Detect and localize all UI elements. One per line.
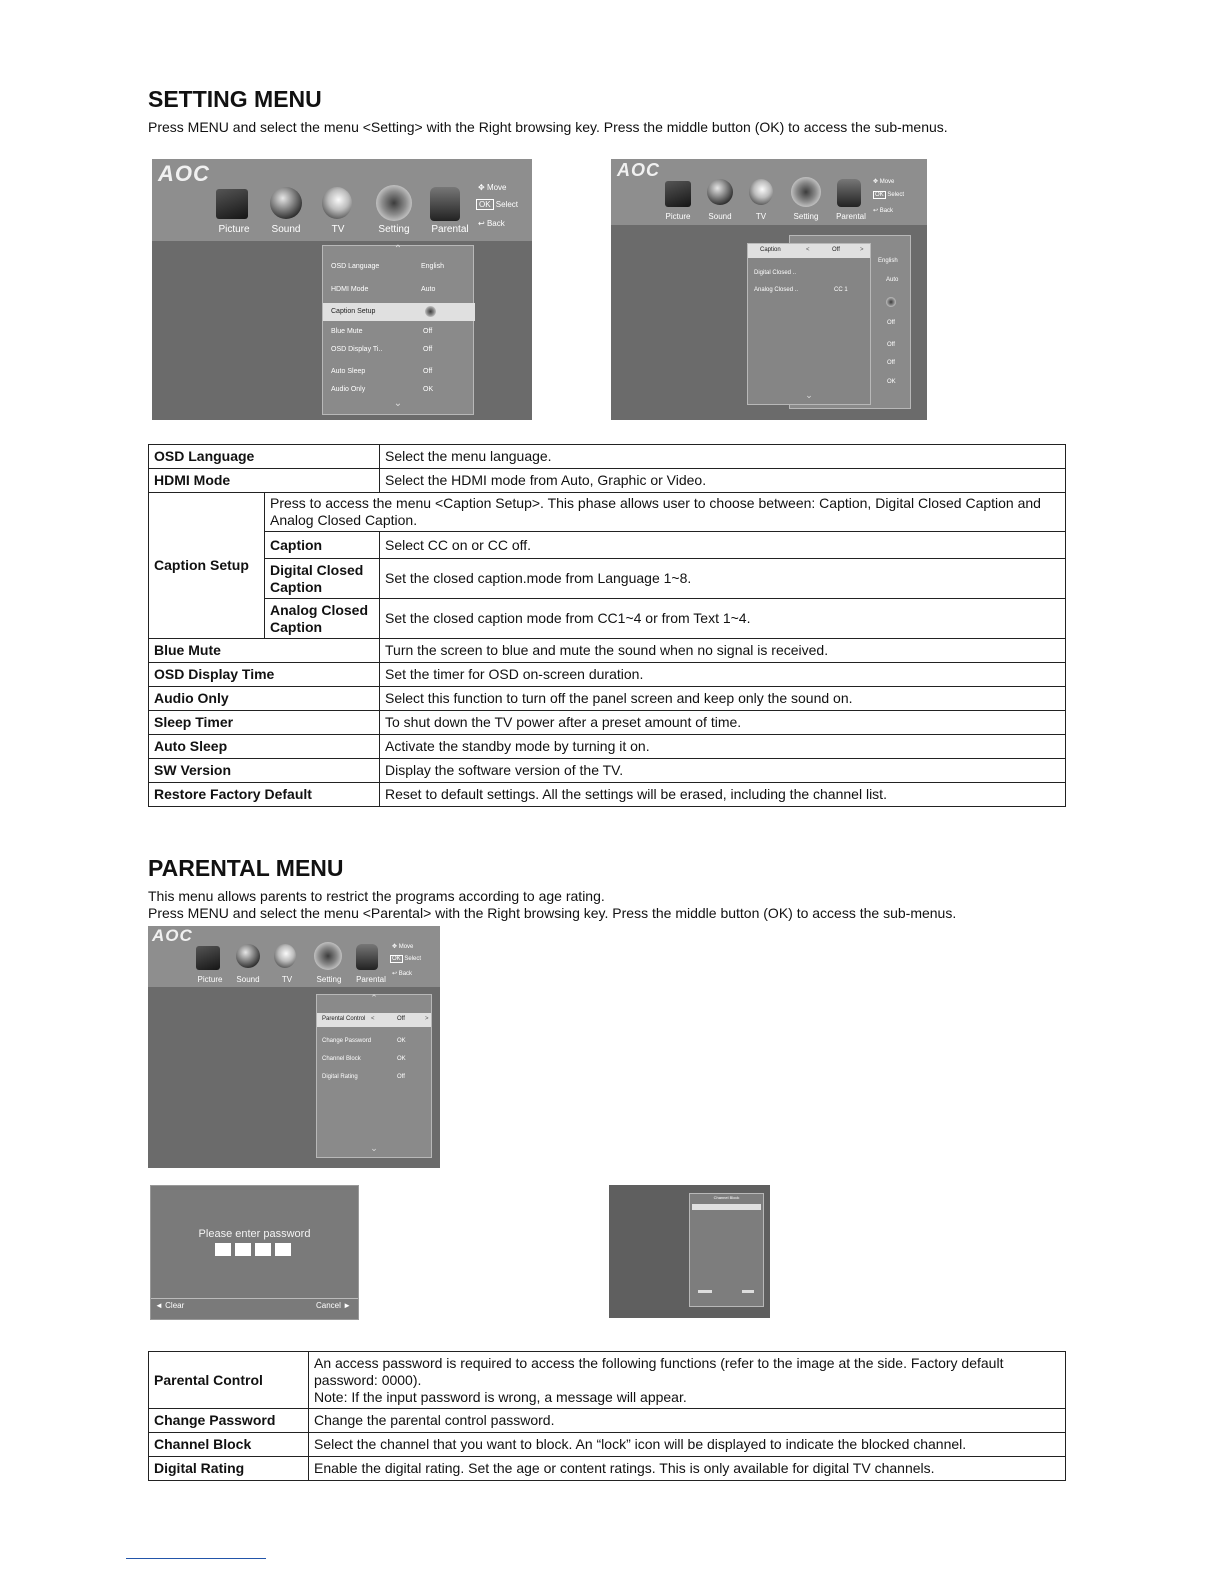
menu-item[interactable]: HDMI Mode: [331, 286, 369, 293]
tab-parental[interactable]: Parental: [431, 224, 469, 235]
password-digit-box[interactable]: [275, 1243, 291, 1256]
scroll-down-icon[interactable]: ⌄: [393, 398, 403, 409]
back-hint: ↩ Back: [392, 971, 413, 977]
tab-picture[interactable]: Picture: [197, 975, 223, 984]
parental-intro-1: This menu allows parents to restrict the programs according to age rating.: [148, 888, 605, 904]
table-row: Caption Setup Press to access the menu <Caption Setup>. This phase allows user to choose between: Caption, Digital Closed Caption and Analog Closed Caption.: [149, 493, 1066, 532]
chevron-left-icon[interactable]: <: [806, 247, 810, 253]
tab-tv[interactable]: TV: [281, 975, 293, 984]
sound-icon: [236, 944, 260, 968]
tv-icon: [274, 944, 296, 968]
chevron-right-icon[interactable]: >: [425, 1016, 429, 1022]
menu-item[interactable]: Digital Rating: [322, 1074, 358, 1080]
table-row: SW Version Display the software version of the TV.: [149, 759, 1066, 783]
sound-icon: [707, 179, 733, 205]
parental-table: [148, 1351, 1066, 1481]
caption-submenu: Caption < Off > Digital Closed .. Analog Closed .. CC 1 ⌄: [747, 243, 871, 405]
table-row: Digital Closed Caption Set the closed caption.mode from Language 1~8.: [149, 559, 1066, 599]
footer-hint: [742, 1290, 754, 1293]
setting-icon: [376, 185, 412, 221]
channel-block-title: Channel Block: [713, 1195, 740, 1200]
tab-setting[interactable]: Setting: [378, 224, 410, 235]
tab-tv[interactable]: TV: [331, 224, 345, 235]
picture-icon: [665, 181, 691, 207]
table-row: Caption Select CC on or CC off.: [149, 532, 1066, 559]
menu-item[interactable]: Blue Mute: [331, 328, 363, 335]
tv-icon: [322, 187, 352, 219]
tab-parental[interactable]: Parental: [356, 975, 386, 984]
select-hint: OK Select: [392, 956, 422, 962]
parental-menu-title: PARENTAL MENU: [148, 855, 344, 881]
password-prompt: Please enter password: [198, 1228, 311, 1240]
tab-sound[interactable]: Sound: [271, 224, 301, 235]
menu-item[interactable]: Analog Closed ..: [754, 287, 799, 293]
move-hint: ✥ Move: [478, 183, 507, 192]
channel-block-panel: [689, 1193, 764, 1307]
table-row: Sleep Timer To shut down the TV power after a preset amount of time.: [149, 711, 1066, 735]
table-row: Change Password Change the parental control password.: [149, 1409, 1066, 1433]
menu-item[interactable]: Change Password: [322, 1038, 372, 1044]
tab-tv[interactable]: TV: [755, 212, 767, 221]
table-row: OSD Language Select the menu language.: [149, 445, 1066, 469]
menu-item[interactable]: Parental Control: [322, 1016, 366, 1022]
menu-item[interactable]: OSD Language: [331, 263, 380, 270]
scroll-down-icon[interactable]: ⌄: [805, 390, 813, 400]
picture-icon: [196, 946, 220, 970]
back-hint: ↩ Back: [873, 208, 894, 214]
table-row: HDMI Mode Select the HDMI mode from Auto, Graphic or Video.: [149, 469, 1066, 493]
setting-icon: [314, 942, 342, 970]
parental-menu-screenshot: [148, 926, 440, 1168]
sound-icon: [270, 187, 302, 219]
tab-picture[interactable]: Picture: [665, 212, 691, 221]
parental-icon: [430, 187, 460, 221]
menu-item[interactable]: Caption Setup: [331, 308, 376, 315]
tv-icon: [749, 179, 773, 205]
parental-intro-2: Press MENU and select the menu <Parental> with the Right browsing key. Press the middle button (OK) to access the sub-menus.: [148, 905, 957, 921]
table-row: Blue Mute Turn the screen to blue and mute the sound when no signal is received.: [149, 639, 1066, 663]
aoc-logo: AOC: [152, 926, 193, 945]
password-digit-box[interactable]: [215, 1243, 231, 1256]
tab-sound[interactable]: Sound: [236, 975, 260, 984]
back-hint: ↩ Back: [478, 219, 505, 228]
parental-icon: [356, 944, 378, 970]
aoc-logo: AOC: [158, 161, 210, 186]
table-row: Auto Sleep Activate the standby mode by turning it on.: [149, 735, 1066, 759]
enter-icon: [886, 297, 896, 307]
setting-menu-title: SETTING MENU: [148, 86, 322, 112]
setting-table: [148, 444, 1066, 807]
tab-setting[interactable]: Setting: [316, 975, 342, 984]
caption-setup-screenshot: [611, 159, 927, 420]
move-hint: ✥ Move: [873, 179, 895, 185]
select-hint: OK Select: [875, 192, 905, 198]
setting-submenu-behind: English Auto Off Off Off OK: [789, 235, 911, 409]
menu-item[interactable]: OSD Display Ti..: [331, 346, 383, 353]
parental-icon: [837, 179, 861, 207]
setting-menu-screenshot: [152, 159, 532, 420]
channel-block-screenshot: [609, 1185, 770, 1318]
tab-picture[interactable]: Picture: [218, 224, 250, 235]
parental-submenu: ⌃ Parental Control < Off > Change Password OK Channel Block OK Digital Rating Off ⌄: [316, 994, 432, 1158]
scroll-up-icon[interactable]: ⌃: [370, 993, 378, 1003]
table-row: Restore Factory Default Reset to default settings. All the settings will be erased, including the channel list.: [149, 783, 1066, 807]
chevron-left-icon[interactable]: <: [371, 1016, 375, 1022]
setting-icon: [791, 177, 821, 207]
table-row: Digital Rating Enable the digital rating. Set the age or content ratings. This is only available for digital TV channels.: [149, 1457, 1066, 1481]
divider: [151, 1298, 358, 1299]
select-hint: OK Select: [476, 200, 518, 209]
password-digit-box[interactable]: [235, 1243, 251, 1256]
setting-submenu: ⌃ OSD Language English HDMI Mode Auto Caption Setup Blue Mute Off OSD Display Ti.. Off Auto Sleep Off Audio Only OK ⌄: [322, 245, 474, 415]
tab-parental[interactable]: Parental: [836, 212, 866, 221]
enter-icon: [425, 306, 436, 317]
clear-button[interactable]: ◄ Clear: [155, 1301, 185, 1310]
table-row: OSD Display Time Set the timer for OSD on-screen duration.: [149, 663, 1066, 687]
table-row: Analog Closed Caption Set the closed caption mode from CC1~4 or from Text 1~4.: [149, 599, 1066, 639]
setting-intro: Press MENU and select the menu <Setting> with the Right browsing key. Press the middle button (OK) to access the sub-menus.: [148, 119, 948, 135]
menu-item[interactable]: Audio Only: [331, 386, 366, 393]
table-row: Parental Control An access password is required to access the following functions (refer to the image at the side. Factory default password: 0000). Note: If the input password is wrong, a message will appear.: [149, 1352, 1066, 1409]
table-row: Audio Only Select this function to turn off the panel screen and keep only the sound on.: [149, 687, 1066, 711]
scroll-down-icon[interactable]: ⌄: [370, 1143, 378, 1153]
menu-item[interactable]: Channel Block: [322, 1056, 361, 1062]
picture-icon: [216, 189, 248, 219]
footer-hint: [698, 1290, 712, 1293]
menu-item[interactable]: Auto Sleep: [331, 368, 366, 375]
password-digit-box[interactable]: [255, 1243, 271, 1256]
chevron-right-icon[interactable]: >: [860, 247, 864, 253]
aoc-logo: AOC: [617, 160, 660, 180]
tab-sound[interactable]: Sound: [708, 212, 732, 221]
scroll-up-icon[interactable]: ⌃: [393, 244, 403, 255]
menu-item[interactable]: Digital Closed ..: [754, 270, 797, 276]
selected-channel-row[interactable]: [692, 1204, 761, 1210]
password-screenshot: [150, 1185, 359, 1320]
menu-item[interactable]: Caption: [760, 247, 781, 253]
footer-rule: [126, 1558, 266, 1559]
move-hint: ✥ Move: [392, 944, 414, 950]
tab-setting[interactable]: Setting: [793, 212, 819, 221]
table-row: Channel Block Select the channel that you want to block. An “lock” icon will be displayed to indicate the blocked channel.: [149, 1433, 1066, 1457]
cancel-button[interactable]: Cancel ►: [316, 1301, 352, 1310]
